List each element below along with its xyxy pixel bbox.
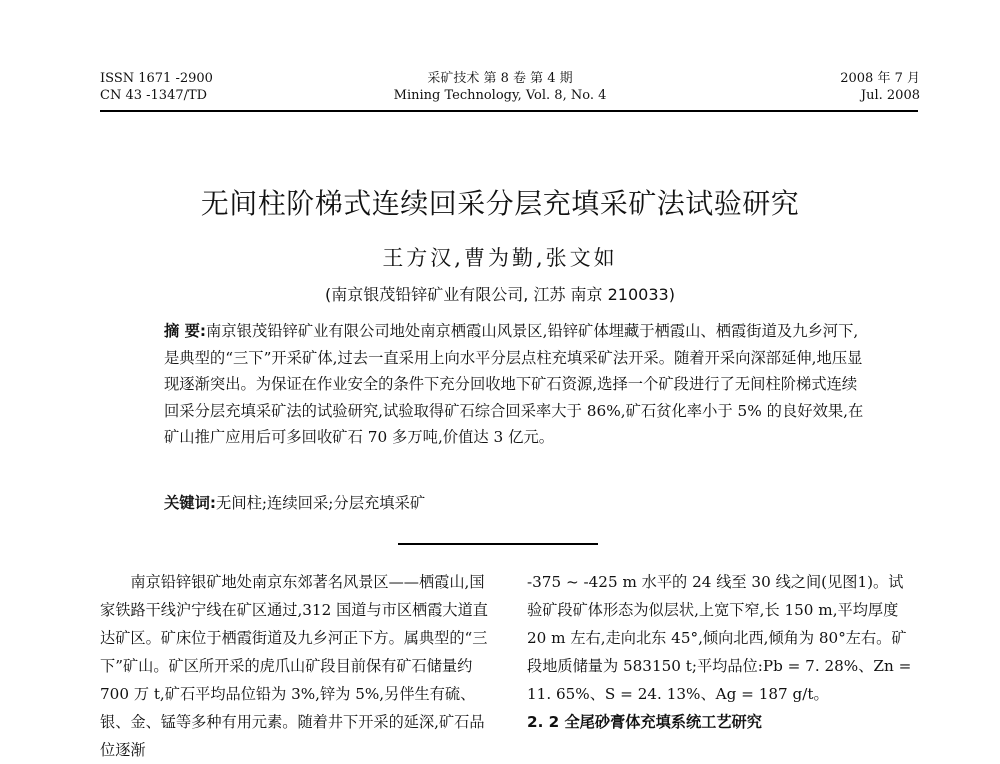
- journal-issn-block: [100, 70, 213, 104]
- paper-authors: 王方汉,曹为勤,张文如: [382, 246, 618, 270]
- journal-name-cn: 采矿技术 第 8 卷 第 4 期: [427, 71, 573, 86]
- body-left-column: [100, 568, 488, 764]
- abstract-label: 摘 要:: [164, 322, 207, 340]
- test-section-paragraph: -375 ~ -425 m 水平的 24 线至 30 线之间(见图1)。试验矿段矿体形态为似层状,上宽下窄,长 150 m,平均厚度 20 m 左右,走向北东 45°,倾向北西,倾角为 80°左右。矿段地质储量为 583150 t;平均品位:Pb = 7. 28%、Zn = 11. 65%、S = 24. 13%、Ag = 187 g/t。: [527, 573, 912, 703]
- keywords-text: 无间柱;连续回采;分层充填采矿: [216, 494, 426, 512]
- date-cn: 2008 年 7 月: [840, 71, 920, 86]
- abstract-divider: [398, 543, 598, 545]
- abstract: [164, 318, 864, 451]
- section-heading: 2. 2 全尾砂膏体充填系统工艺研究: [527, 713, 762, 731]
- paper-title: 无间柱阶梯式连续回采分层充填采矿法试验研究: [200, 187, 800, 220]
- journal-date-block: [840, 70, 920, 104]
- header-divider: [100, 110, 918, 112]
- body-right-column: [527, 568, 915, 736]
- cn-line: CN 43 -1347/TD: [100, 88, 208, 103]
- keywords: [164, 490, 864, 517]
- date-en: Jul. 2008: [860, 88, 920, 103]
- paper-affiliation: (南京银茂铅锌矿业有限公司, 江苏 南京 210033): [325, 285, 675, 304]
- issn-line: ISSN 1671 -2900: [100, 71, 213, 86]
- keywords-label: 关键词:: [164, 494, 217, 512]
- journal-name-block: [350, 70, 650, 104]
- abstract-text: 南京银茂铅锌矿业有限公司地处南京栖霞山风景区,铅锌矿体埋藏于栖霞山、栖霞街道及九乡河下,是典型的“三下”开采矿体,过去一直采用上向水平分层点柱充填采矿法开采。随着开采向深部延伸,地压显现逐渐突出。为保证在作业安全的条件下充分回收地下矿石资源,选择一个矿段进行了无间柱阶梯式连续回采分层充填采矿法的试验研究,试验取得矿石综合回采率大于 86%,矿石贫化率小于 5% 的良好效果,在矿山推广应用后可多回收矿石 70 多万吨,价值达 3 亿元。: [164, 322, 864, 446]
- journal-name-en: Mining Technology, Vol. 8, No. 4: [393, 88, 607, 103]
- intro-paragraph: 南京铅锌银矿地处南京东郊著名风景区——栖霞山,国家铁路干线沪宁线在矿区通过,312 国道与市区栖霞大道直达矿区。矿床位于栖霞街道及九乡河正下方。属典型的“三下”矿山。矿区所开采的虎爪山矿段目前保有矿石储量约 700 万 t,矿石平均品位铅为 3%,锌为 5%,另伴生有硫、银、金、锰等多种有用元素。随着井下开采的延深,矿石品位逐渐: [100, 573, 488, 759]
